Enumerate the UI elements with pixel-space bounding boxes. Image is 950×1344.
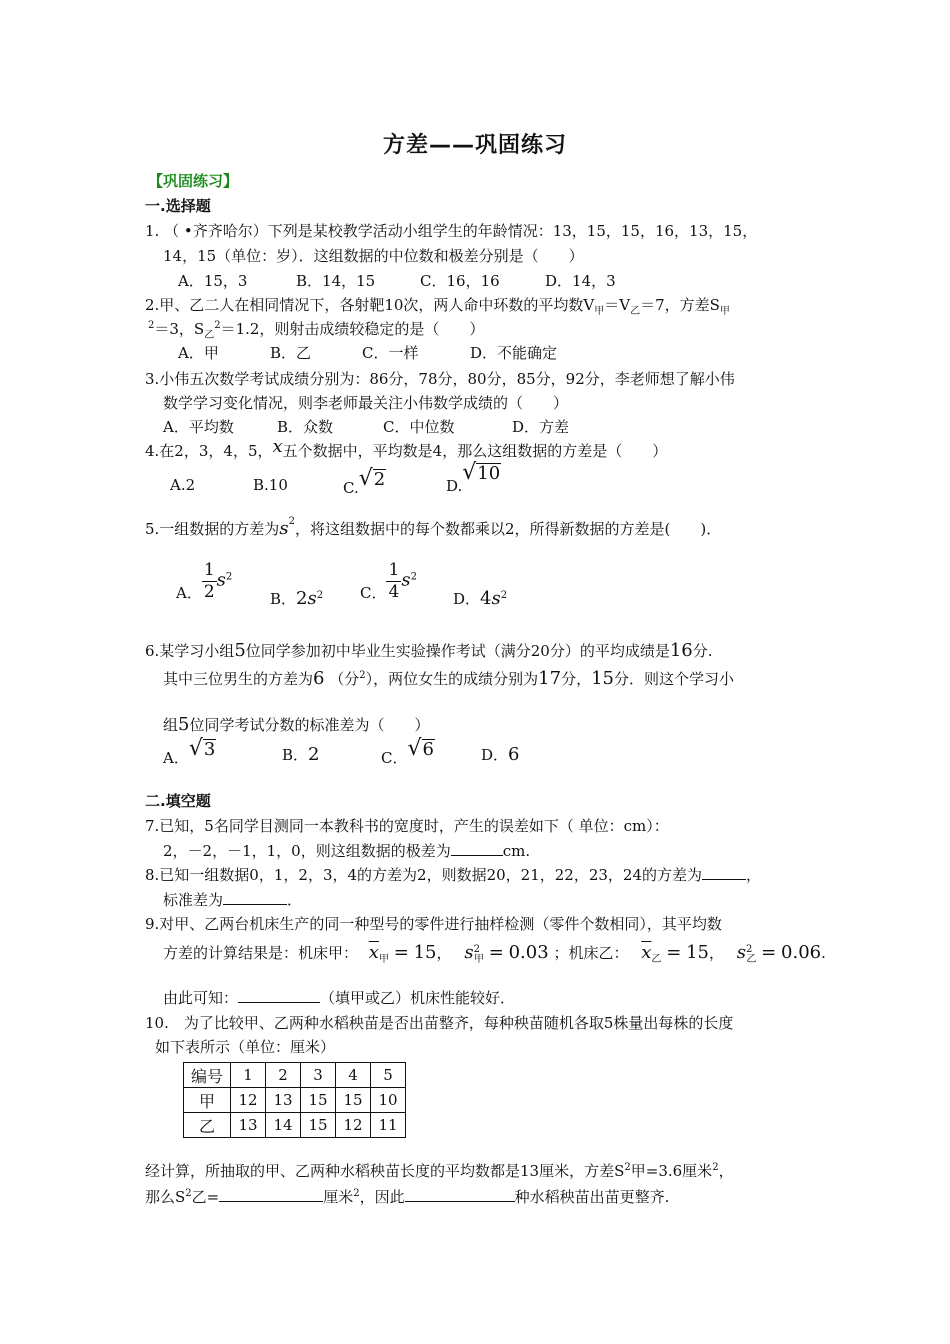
q2-option-d: D．不能确定 (470, 344, 558, 362)
q7-line2: 2，－2，－1，1，0，则这组数据的极差为 cm. (163, 842, 531, 860)
q3-option-a: A．平均数 (163, 418, 234, 436)
q9-line2: 方差的计算结果是：机床甲： $\overline{x}_甲 = 15$， $s^2_甲 = 0.03$ ；机床乙： $\overline{x}_乙 = 15$， $s^2_乙 = 0.06$. (163, 942, 826, 965)
q2-mean-jia: $V_甲=V_乙$ (583, 296, 641, 317)
q2-line1: 2.甲、乙二人在相同情况下，各射靶10次，两人命中环数的平均数$V_甲=V_乙=7$，方差$S_甲$ (145, 296, 730, 317)
q4-option-c: C. √ 2 (343, 466, 386, 497)
table-header-row (184, 1063, 406, 1088)
table-cell: 1 (231, 1063, 266, 1088)
q7-line1: 7.已知，5名同学目测同一本教科书的宽度时，产生的误差如下（ 单位：cm）： (145, 817, 669, 835)
q5-option-b: B．$2s^2$ (270, 588, 324, 609)
q8-variance-blank[interactable] (702, 865, 746, 880)
q1-line2: 14，15（单位：岁）．这组数据的中位数和极差分别是（ ） (163, 247, 584, 265)
q6-line3: 组5位同学考试分数的标准差为（ ） (163, 714, 430, 735)
q2-option-b: B．乙 (270, 344, 312, 362)
q2-option-c: C．一样 (362, 344, 419, 362)
q10-answer-blank[interactable] (405, 1187, 515, 1202)
q9-yi-mean: $\overline{x}_乙 = 15$ (641, 942, 709, 965)
table-cell: 15 (336, 1088, 371, 1113)
q2-text-b: ＝7，方差 (640, 296, 710, 314)
q3-option-c: C．中位数 (383, 418, 455, 436)
q8-line2: 标准差为 ． (163, 891, 303, 909)
q9-line1: 9.对甲、乙两台机床生产的同一种型号的零件进行抽样检测（零件个数相同），其平均数 (145, 915, 722, 933)
q10-line1: 10. 为了比较甲、乙两种水稻秧苗是否出苗整齐，每种秧苗随机各取5株量出每株的长度 (145, 1014, 734, 1032)
sqrt-3: √ 3 (188, 736, 216, 761)
table-cell: 4 (336, 1063, 371, 1088)
table-cell: 10 (371, 1088, 406, 1113)
q7-answer-blank[interactable] (451, 841, 503, 856)
frac-one-half: $\frac{1}{2}$ (203, 560, 215, 602)
section-choice-heading: 一.选择题 (145, 197, 211, 215)
q6-option-b: B．2 (282, 744, 320, 765)
q2-option-a: A．甲 (178, 344, 219, 362)
q2-line2: $^2$＝3，$S_乙^2=1.2$，则射击成绩较稳定的是（ ） (148, 320, 485, 341)
table-cell: 14 (266, 1113, 301, 1138)
q8-stddev-blank[interactable] (223, 890, 287, 905)
q4-line: 4.在2，3，4，5，x五个数据中，平均数是4，那么这组数据的方差是（ ） (145, 436, 668, 460)
page-title: 方差——巩固练习 (382, 133, 567, 158)
table-cell: 2 (266, 1063, 301, 1088)
sqrt-6: √ 6 (407, 736, 434, 761)
q2-text-a: 2.甲、乙二人在相同情况下，各射靶10次，两人命中环数的平均数 (145, 296, 584, 314)
q4-var-x: x (272, 436, 283, 457)
q1-option-c: C．16，16 (420, 272, 500, 290)
q5-option-a: A． $\frac{1}{2}$ $s^2$ (176, 560, 233, 602)
table-cell: 13 (231, 1113, 266, 1138)
q4-option-b: B.10 (253, 476, 288, 494)
seedling-table (183, 1062, 406, 1138)
section-fill-heading: 二.填空题 (145, 792, 211, 810)
q10-line3: 经计算，所抽取的甲、乙两种水稻秧苗长度的平均数都是13厘米，方差$S^2$甲=3.6厘米$^2$， (145, 1162, 734, 1180)
q4-option-d: D. √ 10 (446, 460, 501, 495)
table-cell: 15 (301, 1113, 336, 1138)
sqrt-10: √ 10 (462, 460, 501, 485)
q5-option-d: D．$4s^2$ (453, 588, 508, 609)
sqrt-2: √ 2 (358, 466, 386, 491)
q9-jia-mean: $\overline{x}_甲 = 15$ (368, 942, 437, 965)
q6-option-a: A． √ 3 (163, 736, 216, 767)
q1-line1: 1. （ •齐齐哈尔）下列是某校教学活动小组学生的年龄情况：13，15，15，16，13，15， (145, 222, 758, 240)
q9-line3: 由此可知： （填甲或乙）机床性能较好． (163, 989, 516, 1007)
table-cell: 12 (231, 1088, 266, 1113)
q3-option-d: D．方差 (512, 418, 570, 436)
q1-option-d: D．14，3 (545, 272, 616, 290)
table-cell: 11 (371, 1113, 406, 1138)
q5-option-c: C． $\frac{1}{4}$ $s^2$ (360, 560, 417, 602)
table-cell: 15 (301, 1088, 336, 1113)
q9-jia-variance: $s^2_甲 = 0.03$ (464, 942, 549, 965)
frac-one-quarter: $\frac{1}{4}$ (388, 560, 400, 602)
q6-option-d: D．6 (481, 744, 520, 765)
table-cell: 5 (371, 1063, 406, 1088)
q3-line1: 3.小伟五次数学考试成绩分别为：86分，78分，80分，85分，92分，李老师想了解小伟 (145, 370, 735, 388)
q8-line1: 8.已知一组数据0，1，2，3，4的方差为2，则数据20，21，22，23，24的方差为 ， (145, 866, 762, 884)
table-cell: 乙 (184, 1113, 231, 1138)
q5-line: 5.一组数据的方差为$s^2$，将这组数据中的每个数都乘以2，所得新数据的方差是( )． (145, 516, 722, 539)
q10-variance-blank[interactable] (219, 1187, 323, 1202)
table-cell: 3 (301, 1063, 336, 1088)
q6-line2: 其中三位男生的方差为6 （分$^2$），两位女生的成绩分别为17分，15分．则这个学习小 (163, 668, 734, 689)
q3-line2: 数学学习变化情况，则李老师最关注小伟数学成绩的（ ） (163, 394, 569, 412)
table-cell: 13 (266, 1088, 301, 1113)
q9-answer-blank[interactable] (238, 988, 320, 1003)
table-row (184, 1113, 406, 1138)
q9-yi-variance: $s^2_乙 = 0.06$ (736, 942, 822, 965)
q6-line1: 6.某学习小组5位同学参加初中毕业生实验操作考试（满分20分）的平均成绩是16分. (145, 640, 713, 661)
table-row (184, 1088, 406, 1113)
q10-line2: 如下表所示（单位：厘米） (155, 1038, 336, 1056)
table-cell: 12 (336, 1113, 371, 1138)
q6-option-c: C． √ 6 (381, 736, 434, 767)
q1-option-b: B．14，15 (296, 272, 376, 290)
table-cell: 编号 (184, 1063, 231, 1088)
table-cell: 甲 (184, 1088, 231, 1113)
q4-option-a: A.2 (170, 476, 196, 494)
section-tag: 【巩固练习】 (148, 172, 239, 190)
q3-option-b: B．众数 (277, 418, 334, 436)
q1-option-a: A．15，3 (178, 272, 248, 290)
q10-line4: 那么$S^2$乙= 厘米$^2$，因此 种水稻秧苗出苗更整齐. (145, 1188, 670, 1206)
